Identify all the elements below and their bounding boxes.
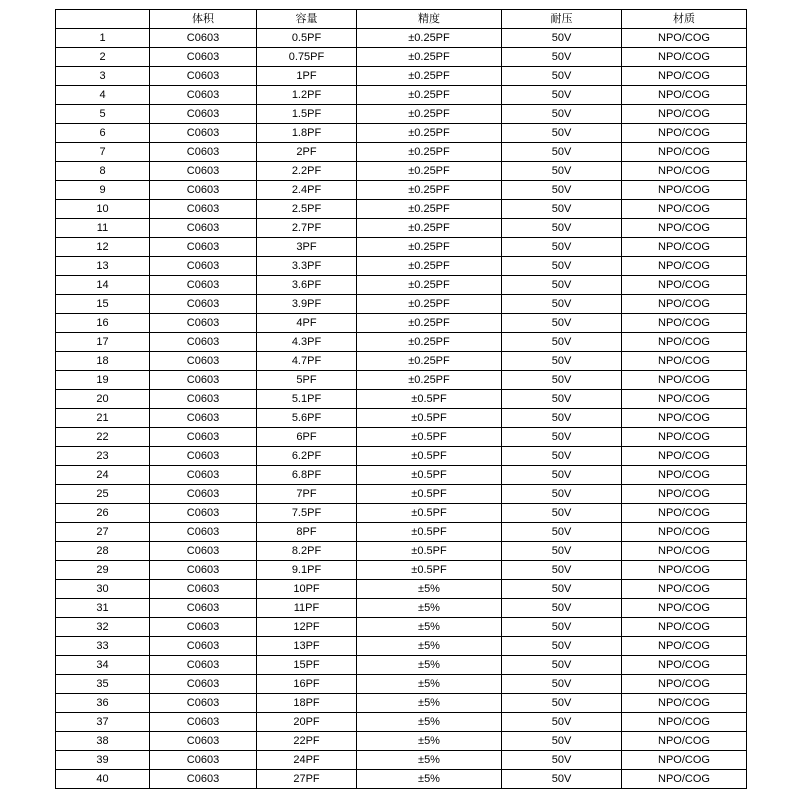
cell-tolerance: ±5% (357, 713, 502, 732)
table-row (56, 504, 747, 523)
cell-package-size: C0603 (150, 409, 257, 428)
cell-material: NPO/COG (622, 314, 747, 333)
cell-material: NPO/COG (622, 238, 747, 257)
cell-tolerance: ±0.25PF (357, 124, 502, 143)
cell-index: 24 (56, 466, 150, 485)
cell-index: 3 (56, 67, 150, 86)
cell-index: 40 (56, 770, 150, 789)
cell-capacitance: 6PF (257, 428, 357, 447)
cell-voltage-rating: 50V (502, 447, 622, 466)
cell-capacitance: 11PF (257, 599, 357, 618)
table-row (56, 523, 747, 542)
cell-capacitance: 16PF (257, 675, 357, 694)
cell-voltage-rating: 50V (502, 409, 622, 428)
cell-tolerance: ±0.25PF (357, 29, 502, 48)
cell-package-size: C0603 (150, 713, 257, 732)
table-row (56, 333, 747, 352)
cell-package-size: C0603 (150, 618, 257, 637)
cell-tolerance: ±0.25PF (357, 200, 502, 219)
cell-voltage-rating: 50V (502, 504, 622, 523)
cell-index: 4 (56, 86, 150, 105)
cell-index: 37 (56, 713, 150, 732)
cell-package-size: C0603 (150, 770, 257, 789)
cell-voltage-rating: 50V (502, 105, 622, 124)
cell-package-size: C0603 (150, 637, 257, 656)
header-index (56, 10, 150, 29)
cell-capacitance: 3.6PF (257, 276, 357, 295)
cell-material: NPO/COG (622, 295, 747, 314)
cell-voltage-rating: 50V (502, 333, 622, 352)
cell-package-size: C0603 (150, 352, 257, 371)
header-material: 材质 (622, 10, 747, 29)
cell-index: 30 (56, 580, 150, 599)
cell-tolerance: ±0.25PF (357, 257, 502, 276)
cell-voltage-rating: 50V (502, 314, 622, 333)
table-header (56, 10, 747, 29)
cell-capacitance: 13PF (257, 637, 357, 656)
cell-index: 39 (56, 751, 150, 770)
cell-package-size: C0603 (150, 390, 257, 409)
cell-package-size: C0603 (150, 428, 257, 447)
cell-package-size: C0603 (150, 694, 257, 713)
cell-index: 31 (56, 599, 150, 618)
cell-capacitance: 5PF (257, 371, 357, 390)
cell-material: NPO/COG (622, 599, 747, 618)
cell-package-size: C0603 (150, 200, 257, 219)
header-tolerance: 精度 (357, 10, 502, 29)
cell-package-size: C0603 (150, 29, 257, 48)
cell-tolerance: ±0.5PF (357, 466, 502, 485)
cell-capacitance: 8PF (257, 523, 357, 542)
cell-capacitance: 2.7PF (257, 219, 357, 238)
cell-voltage-rating: 50V (502, 48, 622, 67)
cell-material: NPO/COG (622, 371, 747, 390)
cell-material: NPO/COG (622, 561, 747, 580)
cell-tolerance: ±5% (357, 694, 502, 713)
header-capacitance: 容量 (257, 10, 357, 29)
cell-index: 33 (56, 637, 150, 656)
cell-capacitance: 15PF (257, 656, 357, 675)
cell-tolerance: ±0.25PF (357, 238, 502, 257)
cell-tolerance: ±0.25PF (357, 181, 502, 200)
cell-material: NPO/COG (622, 29, 747, 48)
table-row (56, 485, 747, 504)
cell-material: NPO/COG (622, 67, 747, 86)
cell-voltage-rating: 50V (502, 181, 622, 200)
cell-material: NPO/COG (622, 751, 747, 770)
table-row (56, 428, 747, 447)
cell-voltage-rating: 50V (502, 295, 622, 314)
cell-index: 14 (56, 276, 150, 295)
cell-voltage-rating: 50V (502, 143, 622, 162)
cell-voltage-rating: 50V (502, 466, 622, 485)
cell-material: NPO/COG (622, 713, 747, 732)
cell-package-size: C0603 (150, 599, 257, 618)
cell-voltage-rating: 50V (502, 352, 622, 371)
cell-capacitance: 1.2PF (257, 86, 357, 105)
table-row (56, 352, 747, 371)
cell-voltage-rating: 50V (502, 276, 622, 295)
table-row (56, 770, 747, 789)
cell-tolerance: ±0.5PF (357, 561, 502, 580)
cell-material: NPO/COG (622, 390, 747, 409)
table-row (56, 371, 747, 390)
cell-material: NPO/COG (622, 124, 747, 143)
cell-capacitance: 27PF (257, 770, 357, 789)
cell-material: NPO/COG (622, 48, 747, 67)
cell-capacitance: 12PF (257, 618, 357, 637)
cell-tolerance: ±5% (357, 637, 502, 656)
cell-package-size: C0603 (150, 86, 257, 105)
cell-capacitance: 2.4PF (257, 181, 357, 200)
cell-material: NPO/COG (622, 523, 747, 542)
cell-index: 15 (56, 295, 150, 314)
table-row (56, 257, 747, 276)
cell-package-size: C0603 (150, 67, 257, 86)
cell-capacitance: 2PF (257, 143, 357, 162)
table-row (56, 200, 747, 219)
cell-capacitance: 9.1PF (257, 561, 357, 580)
table-row (56, 580, 747, 599)
cell-voltage-rating: 50V (502, 561, 622, 580)
cell-package-size: C0603 (150, 48, 257, 67)
cell-package-size: C0603 (150, 124, 257, 143)
cell-index: 29 (56, 561, 150, 580)
cell-tolerance: ±5% (357, 580, 502, 599)
cell-material: NPO/COG (622, 428, 747, 447)
cell-index: 20 (56, 390, 150, 409)
table-row (56, 675, 747, 694)
cell-material: NPO/COG (622, 143, 747, 162)
cell-tolerance: ±5% (357, 656, 502, 675)
cell-voltage-rating: 50V (502, 124, 622, 143)
table-row (56, 751, 747, 770)
cell-tolerance: ±0.5PF (357, 390, 502, 409)
cell-voltage-rating: 50V (502, 29, 622, 48)
cell-tolerance: ±5% (357, 675, 502, 694)
cell-package-size: C0603 (150, 466, 257, 485)
cell-material: NPO/COG (622, 694, 747, 713)
cell-capacitance: 0.5PF (257, 29, 357, 48)
cell-tolerance: ±0.25PF (357, 143, 502, 162)
cell-material: NPO/COG (622, 542, 747, 561)
cell-capacitance: 6.2PF (257, 447, 357, 466)
cell-material: NPO/COG (622, 580, 747, 599)
cell-index: 1 (56, 29, 150, 48)
table-row (56, 656, 747, 675)
cell-material: NPO/COG (622, 162, 747, 181)
cell-material: NPO/COG (622, 770, 747, 789)
cell-voltage-rating: 50V (502, 675, 622, 694)
cell-tolerance: ±0.5PF (357, 523, 502, 542)
cell-voltage-rating: 50V (502, 770, 622, 789)
header-voltage-rating: 耐压 (502, 10, 622, 29)
cell-tolerance: ±0.25PF (357, 48, 502, 67)
cell-package-size: C0603 (150, 656, 257, 675)
table-row (56, 48, 747, 67)
table-row (56, 238, 747, 257)
cell-tolerance: ±0.25PF (357, 333, 502, 352)
cell-index: 16 (56, 314, 150, 333)
cell-tolerance: ±5% (357, 770, 502, 789)
cell-material: NPO/COG (622, 466, 747, 485)
cell-tolerance: ±0.25PF (357, 352, 502, 371)
cell-package-size: C0603 (150, 333, 257, 352)
cell-voltage-rating: 50V (502, 637, 622, 656)
cell-capacitance: 8.2PF (257, 542, 357, 561)
cell-voltage-rating: 50V (502, 713, 622, 732)
table-body (56, 29, 747, 789)
cell-index: 6 (56, 124, 150, 143)
header-row (56, 10, 747, 29)
cell-tolerance: ±0.5PF (357, 409, 502, 428)
cell-package-size: C0603 (150, 295, 257, 314)
cell-capacitance: 0.75PF (257, 48, 357, 67)
table-row (56, 276, 747, 295)
cell-index: 21 (56, 409, 150, 428)
cell-package-size: C0603 (150, 542, 257, 561)
cell-index: 13 (56, 257, 150, 276)
table-row (56, 561, 747, 580)
cell-tolerance: ±5% (357, 751, 502, 770)
cell-material: NPO/COG (622, 656, 747, 675)
cell-package-size: C0603 (150, 732, 257, 751)
table-row (56, 447, 747, 466)
cell-index: 17 (56, 333, 150, 352)
cell-capacitance: 7PF (257, 485, 357, 504)
cell-index: 18 (56, 352, 150, 371)
cell-capacitance: 5.1PF (257, 390, 357, 409)
cell-voltage-rating: 50V (502, 618, 622, 637)
cell-tolerance: ±0.5PF (357, 485, 502, 504)
cell-voltage-rating: 50V (502, 238, 622, 257)
cell-voltage-rating: 50V (502, 371, 622, 390)
table-row (56, 162, 747, 181)
cell-material: NPO/COG (622, 200, 747, 219)
cell-capacitance: 1PF (257, 67, 357, 86)
table-row (56, 314, 747, 333)
cell-material: NPO/COG (622, 675, 747, 694)
cell-capacitance: 3PF (257, 238, 357, 257)
cell-material: NPO/COG (622, 618, 747, 637)
cell-package-size: C0603 (150, 504, 257, 523)
cell-index: 28 (56, 542, 150, 561)
cell-voltage-rating: 50V (502, 542, 622, 561)
cell-voltage-rating: 50V (502, 390, 622, 409)
cell-material: NPO/COG (622, 732, 747, 751)
cell-index: 38 (56, 732, 150, 751)
cell-package-size: C0603 (150, 257, 257, 276)
cell-index: 32 (56, 618, 150, 637)
table-row (56, 542, 747, 561)
cell-package-size: C0603 (150, 181, 257, 200)
cell-index: 10 (56, 200, 150, 219)
cell-capacitance: 10PF (257, 580, 357, 599)
cell-capacitance: 7.5PF (257, 504, 357, 523)
table-row (56, 637, 747, 656)
capacitor-spec-table (55, 9, 747, 789)
cell-voltage-rating: 50V (502, 200, 622, 219)
cell-voltage-rating: 50V (502, 656, 622, 675)
cell-capacitance: 1.8PF (257, 124, 357, 143)
cell-capacitance: 6.8PF (257, 466, 357, 485)
table-row (56, 732, 747, 751)
cell-capacitance: 3.3PF (257, 257, 357, 276)
cell-material: NPO/COG (622, 352, 747, 371)
cell-capacitance: 2.2PF (257, 162, 357, 181)
cell-voltage-rating: 50V (502, 428, 622, 447)
cell-index: 19 (56, 371, 150, 390)
cell-index: 9 (56, 181, 150, 200)
cell-package-size: C0603 (150, 447, 257, 466)
cell-index: 26 (56, 504, 150, 523)
cell-material: NPO/COG (622, 105, 747, 124)
cell-voltage-rating: 50V (502, 599, 622, 618)
cell-tolerance: ±0.25PF (357, 86, 502, 105)
table-row (56, 409, 747, 428)
cell-index: 25 (56, 485, 150, 504)
cell-package-size: C0603 (150, 675, 257, 694)
cell-tolerance: ±5% (357, 618, 502, 637)
cell-capacitance: 4.3PF (257, 333, 357, 352)
cell-tolerance: ±5% (357, 732, 502, 751)
cell-material: NPO/COG (622, 86, 747, 105)
cell-material: NPO/COG (622, 447, 747, 466)
table-row (56, 219, 747, 238)
cell-capacitance: 3.9PF (257, 295, 357, 314)
cell-tolerance: ±5% (357, 599, 502, 618)
cell-capacitance: 4.7PF (257, 352, 357, 371)
cell-package-size: C0603 (150, 105, 257, 124)
table-row (56, 295, 747, 314)
cell-material: NPO/COG (622, 181, 747, 200)
header-package-size: 体积 (150, 10, 257, 29)
cell-tolerance: ±0.25PF (357, 371, 502, 390)
cell-tolerance: ±0.25PF (357, 219, 502, 238)
cell-capacitance: 5.6PF (257, 409, 357, 428)
cell-material: NPO/COG (622, 485, 747, 504)
cell-voltage-rating: 50V (502, 162, 622, 181)
table-row (56, 124, 747, 143)
table-row (56, 86, 747, 105)
table-row (56, 599, 747, 618)
table-row (56, 466, 747, 485)
cell-index: 27 (56, 523, 150, 542)
cell-voltage-rating: 50V (502, 86, 622, 105)
cell-package-size: C0603 (150, 314, 257, 333)
table-row (56, 713, 747, 732)
table-row (56, 105, 747, 124)
table-row (56, 143, 747, 162)
cell-index: 11 (56, 219, 150, 238)
cell-index: 7 (56, 143, 150, 162)
cell-package-size: C0603 (150, 751, 257, 770)
table-row (56, 29, 747, 48)
cell-package-size: C0603 (150, 219, 257, 238)
cell-index: 5 (56, 105, 150, 124)
cell-package-size: C0603 (150, 485, 257, 504)
cell-index: 12 (56, 238, 150, 257)
cell-capacitance: 24PF (257, 751, 357, 770)
cell-tolerance: ±0.25PF (357, 276, 502, 295)
cell-material: NPO/COG (622, 504, 747, 523)
cell-tolerance: ±0.25PF (357, 162, 502, 181)
table-row (56, 694, 747, 713)
cell-voltage-rating: 50V (502, 580, 622, 599)
cell-package-size: C0603 (150, 143, 257, 162)
cell-voltage-rating: 50V (502, 257, 622, 276)
cell-index: 23 (56, 447, 150, 466)
cell-tolerance: ±0.5PF (357, 428, 502, 447)
cell-capacitance: 2.5PF (257, 200, 357, 219)
table-row (56, 390, 747, 409)
cell-voltage-rating: 50V (502, 219, 622, 238)
cell-package-size: C0603 (150, 371, 257, 390)
cell-package-size: C0603 (150, 162, 257, 181)
cell-tolerance: ±0.5PF (357, 504, 502, 523)
cell-capacitance: 1.5PF (257, 105, 357, 124)
cell-voltage-rating: 50V (502, 485, 622, 504)
cell-package-size: C0603 (150, 238, 257, 257)
cell-voltage-rating: 50V (502, 732, 622, 751)
cell-package-size: C0603 (150, 276, 257, 295)
cell-index: 8 (56, 162, 150, 181)
cell-index: 34 (56, 656, 150, 675)
cell-capacitance: 22PF (257, 732, 357, 751)
cell-capacitance: 18PF (257, 694, 357, 713)
cell-tolerance: ±0.25PF (357, 314, 502, 333)
cell-material: NPO/COG (622, 409, 747, 428)
table-row (56, 181, 747, 200)
cell-tolerance: ±0.25PF (357, 105, 502, 124)
cell-material: NPO/COG (622, 219, 747, 238)
cell-material: NPO/COG (622, 257, 747, 276)
cell-capacitance: 4PF (257, 314, 357, 333)
cell-material: NPO/COG (622, 333, 747, 352)
cell-material: NPO/COG (622, 276, 747, 295)
cell-package-size: C0603 (150, 561, 257, 580)
cell-voltage-rating: 50V (502, 67, 622, 86)
cell-tolerance: ±0.5PF (357, 542, 502, 561)
cell-voltage-rating: 50V (502, 751, 622, 770)
cell-tolerance: ±0.25PF (357, 295, 502, 314)
cell-material: NPO/COG (622, 637, 747, 656)
cell-capacitance: 20PF (257, 713, 357, 732)
table-row (56, 67, 747, 86)
table-row (56, 618, 747, 637)
cell-index: 22 (56, 428, 150, 447)
cell-voltage-rating: 50V (502, 694, 622, 713)
cell-tolerance: ±0.25PF (357, 67, 502, 86)
cell-index: 36 (56, 694, 150, 713)
cell-tolerance: ±0.5PF (357, 447, 502, 466)
cell-package-size: C0603 (150, 580, 257, 599)
cell-index: 2 (56, 48, 150, 67)
cell-voltage-rating: 50V (502, 523, 622, 542)
cell-package-size: C0603 (150, 523, 257, 542)
cell-index: 35 (56, 675, 150, 694)
